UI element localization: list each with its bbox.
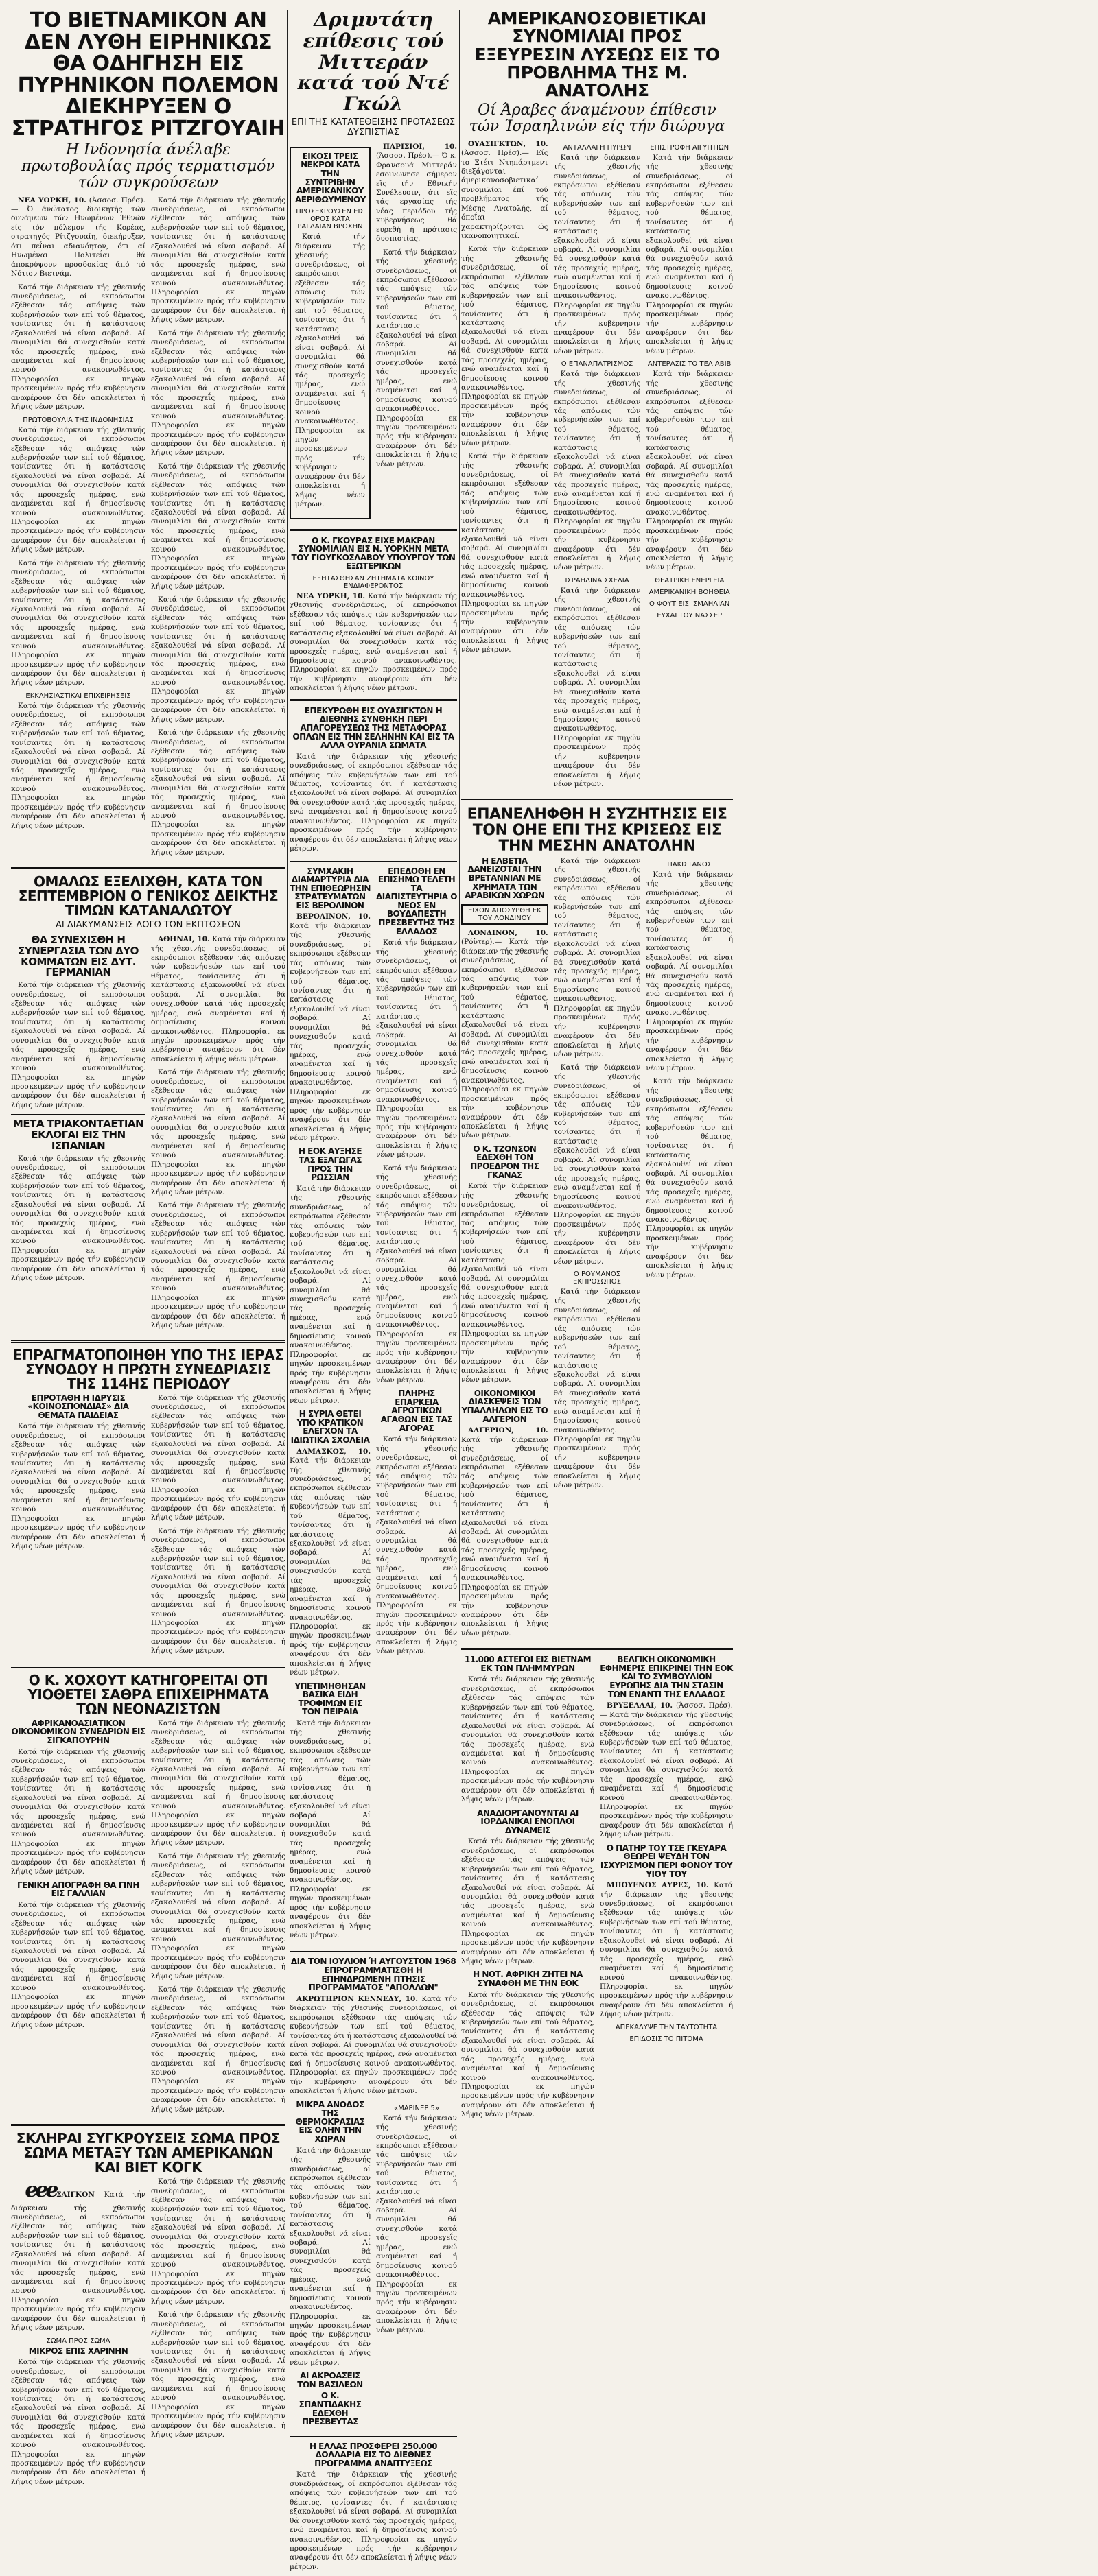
article-text: ΑΚΡΩΤΗΡΙΟΝ ΚΕΝΝΕΔΥ, 10. Κατά τήν διάρκειαν τής χθεσινής συνεδριάσεως, οί εκπρόσωποι εξέθεσαν τάς απόψεις τών κυβερνήσεών των επί τού θέματος, τονίσαντες ότι ή κατάστασις εξακολουθεί νά είναι σοβαρά. Αί συνομιλίαι θά συνεχισθούν κατά τάς προσεχεΐς ημέρας, ενώ αναμένεται καί ή δημοσίευσις κοινού ανακοινωθέντος. Πληροφορίαι εκ πηγών προσκειμένων πρός τήν κυβέρνησιν αναφέρουν ότι δέν αποκλείεται ή λήψις νέων μέτρων. xyxy=(290,1994,457,2096)
column-rule xyxy=(459,10,460,1601)
gromyko-subhead: ΕΞΗΤΑΣΘΗΣΑΝ ΖΗΤΗΜΑΤΑ ΚΟΙΝΟΥ ΕΝΔΙΑΦΕΡΟΝΤΟΣ xyxy=(312,574,434,590)
small-headline: ΜΙΚΡΟΣ ΕΠΙΣ ΧΑΡΙΝΗΝ xyxy=(28,2345,128,2356)
section-head: ΘΕΑΤΡΙΚΗ ΕΝΕΡΓΕΙΑ xyxy=(655,576,725,584)
article-text: ΛΟΝΔΙΝΟΝ, 10. (Ρόϋτερ).— Κατά τήν διάρκειαν τής χθεσινής συνεδριάσεως, οί εκπρόσωποι εξέθεσαν τάς απόψεις τών κυβερνήσεών των επί τού θέματος, τονίσαντες ότι ή κατάστασις εξακολουθεί νά είναι σοβαρά. Αί συνομιλίαι θά συνεχισθούν κατά τάς προσεχεΐς ημέρας, ενώ αναμένεται καί ή δημοσίευσις κοινού ανακοινωθέντος. Πληροφορίαι εκ πηγών προσκειμένων πρός τήν κυβέρνησιν αναφέρουν ότι δέν αποκλείεται ή λήψις νέων μέτρων. xyxy=(461,928,548,1140)
column-right xyxy=(461,10,733,2124)
article-text: Κατά τήν διάρκειαν τής χθεσινής συνεδριάσεως, οί εκπρόσωποι εξέθεσαν τάς απόψεις τών κυβερνήσεών των επί τού θέματος, τονίσαντες ότι ή κατάστασις εξακολουθεί νά είναι σοβαρά. Αί συνομιλίαι θά συνεχισθούν κατά τάς προσεχεΐς ημέρας, ενώ αναμένεται καί ή δημοσίευσις κοινού ανακοινωθέντος. Πληροφορίαι εκ πηγών προσκειμένων πρός τήν κυβέρνησιν αναφέρουν ότι δέν αποκλείεται ή λήψις νέων μέτρων. xyxy=(151,1718,285,1847)
synod-subhead: ΕΠΡΟΤΑΘΗ Η ΙΔΡΥΣΙΣ «ΚΟΙΝΟΣΠΟΝΔΙΑΣ» ΔΙΑ ΘΕΜΑΤΑ ΠΑΙΔΕΙΑΣ xyxy=(27,1393,129,1420)
article-text: Κατά τήν διάρκειαν τής χθεσινής συνεδριάσεως, οί εκπρόσωποι εξέθεσαν τάς απόψεις τών κυβερνήσεών των επί τού θέματος, τονίσαντες ότι ή κατάστασις εξακολουθεί νά είναι σοβαρά. Αί συνομιλίαι θά συνεχισθούν κατά τάς προσεχεΐς ημέρας, ενώ αναμένεται καί ή δημοσίευσις κοινού ανακοινωθέντος. Πληροφορίαι εκ πηγών προσκειμένων πρός τήν κυβέρνησιν αναφέρουν ότι δέν αποκλείεται ή λήψις νέων μέτρων. xyxy=(646,370,734,572)
swiss-headline: Η ΕΛΒΕΤΙΑ ΔΑΝΕΙΖΟΤΑΙ ΤΗΝ ΒΡΕΤΑΝΝΙΑΝ ΜΕ ΧΡΗΜΑΤΑ ΤΩΝ ΑΡΑΒΙΚΩΝ ΧΩΡΩΝ xyxy=(465,855,545,901)
temp-headline: ΜΙΚΡΑ ΑΝΟΔΟΣ ΤΗΣ ΘΕΡΜΟΚΡΑΣΙΑΣ ΕΙΣ ΟΛΗΝ ΤΗΝ ΧΩΡΑΝ xyxy=(295,2099,365,2144)
africa-headline: ΑΦΡΙΚΑΝΟΑΣΙΑΤΙΚΟΝ ΟΙΚΟΝΟΜΙΚΟΝ ΣΥΝΕΔΡΙΟΝ ΕΙΣ ΣΙΓΚΑΠΟΥΡΗΝ xyxy=(11,1718,145,1745)
divider xyxy=(290,529,457,531)
un-headline: ΕΠΑΝΕΛΗΦΘΗ Η ΣΥΖΗΤΗΣΙΣ ΕΙΣ ΤΟΝ ΟΗΕ ΕΠΙ ΤΗΣ ΚΡΙΣΕΩΣ ΕΙΣ ΤΗΝ ΜΕΣΗΝ ΑΝΑΤΟΛΗΝ xyxy=(467,805,727,855)
swiss-subhead: ΕΙΧΟΝ ΑΠΟΣΥΡΘΗ ΕΚ ΤΟΥ ΛΟΝΔΙΝΟΥ xyxy=(467,906,541,922)
divider xyxy=(290,1950,457,1952)
section-head: ΠΑΚΙΣΤΑΝΟΣ xyxy=(667,860,712,868)
article-text: Κατά τήν διάρκειαν τής χθεσινής συνεδριάσεως, οί εκπρόσωποι εξέθεσαν τάς απόψεις τών κυβερνήσεών των επί τού θέματος, τονίσαντες ότι ή κατάστασις εξακολουθεί νά είναι σοβαρά. Αί συνομιλίαι θά συνεχισθούν κατά τάς προσεχεΐς ημέρας, ενώ αναμένεται καί ή δημοσίευσις κοινού ανακοινωθέντος. Πληροφορίαι εκ πηγών προσκειμένων πρός τήν κυβέρνησιν αναφέρουν ότι δέν αποκλείεται ή λήψις νέων μέτρων. xyxy=(151,1393,285,1522)
article-text: Κατά τήν διάρκειαν τής χθεσινής συνεδριάσεως, οί εκπρόσωποι εξέθεσαν τάς απόψεις τών κυβερνήσεών των επί τού θέματος, τονίσαντες ότι ή κατάστασις εξακολουθεί νά είναι σοβαρά. Αί συνομιλίαι θά συνεχισθούν κατά τάς προσεχεΐς ημέρας, ενώ αναμένεται καί ή δημοσίευσις κοινού ανακοινωθέντος. Πληροφορίαι εκ πηγών προσκειμένων πρός τήν κυβέρνησιν αναφέρουν ότι δέν αποκλείεται ή λήψις νέων μέτρων. xyxy=(11,1900,145,2029)
article-text: Κατά τήν διάρκειαν τής χθεσινής συνεδριάσεως, οί εκπρόσωποι εξέθεσαν τάς απόψεις τών κυβερνήσεών των επί τού θέματος, τονίσαντες ότι ή κατάστασις εξακολουθεί νά είναι σοβαρά. Αί συνομιλίαι θά συνεχισθούν κατά τάς προσεχεΐς ημέρας, ενώ αναμένεται καί ή δημοσίευσις κοινού ανακοινωθέντος. Πληροφορίαι εκ πηγών προσκειμένων πρός τήν κυβέρνησιν αναφέρουν ότι δέν αποκλείεται ή λήψις νέων μέτρων. xyxy=(151,595,285,724)
price-article xyxy=(11,935,285,1334)
swiss-subbox xyxy=(461,904,548,925)
gromyko-headline: Ο Κ. ΓΚΟΥΡΑΣ ΕΙΧΕ ΜΑΚΡΑΝ ΣΥΝΟΜΙΛΙΑΝ ΕΙΣ Ν. ΥΟΡΚΗΝ ΜΕΤΑ ΤΟΥ ΓΙΟΥΓΚΟΣΛΑΒΟΥ ΥΠΟΥΡΓΟΥ ΤΩΝ ΕΞΩΤΕΡΙΚΩΝ xyxy=(291,535,456,571)
article-text: Κατά τήν διάρκειαν τής χθεσινής συνεδριάσεως, οί εκπρόσωποι εξέθεσαν τάς απόψεις τών κυβερνήσεών των επί τού θέματος, τονίσαντες ότι ή κατάστασις εξακολουθεί νά είναι σοβαρά. Αί συνομιλίαι θά συνεχισθούν κατά τάς προσεχεΐς ημέρας, ενώ αναμένεται καί ή δημοσίευσις κοινού ανακοινωθέντος. Πληροφορίαι εκ πηγών προσκειμένων πρός τήν κυβέρνησιν αναφέρουν ότι δέν αποκλείεται ή λήψις νέων μέτρων. xyxy=(290,1718,371,1940)
belgian-headline: ΒΕΛΓΙΚΗ ΟΙΚΟΝΟΜΙΚΗ ΕΦΗΜΕΡΙΣ ΕΠΙΚΡΙΝΕΙ ΤΗΝ ΕΟΚ ΚΑΙ ΤΟ ΣΥΜΒΟΥΛΙΟΝ ΕΥΡΩΠΗΣ ΔΙΑ ΤΗΝ ΣΤΑΣΙΝ ΤΩΝ ΕΝΑΝΤΙ ΤΗΣ ΕΛΛΑΔΟΣ xyxy=(600,1655,733,1699)
article-text: Κατά τήν διάρκειαν τής χθεσινής συνεδριάσεως, οί εκπρόσωποι εξέθεσαν τάς απόψεις τών κυβερνήσεών των επί τού θέματος, τονίσαντες ότι ή κατάστασις εξακολουθεί νά είναι σοβαρά. Αί συνομιλίαι θά συνεχισθούν κατά τάς προσεχεΐς ημέρας, ενώ αναμένεται καί ή δημοσίευσις κοινού ανακοινωθέντος. Πληροφορίαι εκ πηγών προσκειμένων πρός τήν κυβέρνησιν αναφέρουν ότι δέν αποκλείεται ή λήψις νέων μέτρων. xyxy=(151,1526,285,1655)
article-text: Κατά τήν διάρκειαν τής χθεσινής συνεδριάσεως, οί εκπρόσωποι εξέθεσαν τάς απόψεις τών κυβερνήσεών των επί τού θέματος, τονίσαντες ότι ή κατάστασις εξακολουθεί νά είναι σοβαρά. Αί συνομιλίαι θά συνεχισθούν κατά τάς προσεχεΐς ημέρας, ενώ αναμένεται καί ή δημοσίευσις κοινού ανακοινωθέντος. Πληροφορίαι εκ πηγών προσκειμένων πρός τήν κυβέρνησιν αναφέρουν ότι δέν αποκλείεται ή λήψις νέων μέτρων. xyxy=(461,452,548,654)
mitterrand-subhead: ΕΠΙ ΤΗΣ ΚΑΤΑΤΕΘΕΙΣΗΣ ΠΡΟΤΑΣΕΩΣ ΔΥΣΠΙΣΤΙΑΣ xyxy=(291,117,456,138)
article-text: Κατά τήν διάρκειαν τής χθεσινής συνεδριάσεως, οί εκπρόσωποι εξέθεσαν τάς απόψεις τών κυβερνήσεών των επί τού θέματος, τονίσαντες ότι ή κατάστασις εξακολουθεί νά είναι σοβαρά. Αί συνομιλίαι θά συνεχισθούν κατά τάς προσεχεΐς ημέρας, ενώ αναμένεται καί ή δημοσίευσις κοινού ανακοινωθέντος. Πληροφορίαι εκ πηγών προσκειμένων πρός τήν κυβέρνησιν αναφέρουν ότι δέν αποκλείεται ή λήψις νέων μέτρων. xyxy=(11,2358,145,2486)
article-text: Κατά τήν διάρκειαν τής χθεσινής συνεδριάσεως, οί εκπρόσωποι εξέθεσαν τάς απόψεις τών κυβερνήσεών των επί τού θέματος, τονίσαντες ότι ή κατάστασις εξακολουθεί νά είναι σοβαρά. Αί συνομιλίαι θά συνεχισθούν κατά τάς προσεχεΐς ημέρας, ενώ αναμένεται καί ή δημοσίευσις κοινού ανακοινωθέντος. Πληροφορίαι εκ πηγών προσκειμένων πρός τήν κυβέρνησιν αναφέρουν ότι δέν αποκλείεται ή λήψις νέων μέτρων. xyxy=(151,1201,285,1330)
article-text: Κατά τήν διάρκειαν τής χθεσινής συνεδριάσεως, οί εκπρόσωποι εξέθεσαν τάς απόψεις τών κυβερνήσεών των επί τού θέματος, τονίσαντες ότι ή κατάστασις εξακολουθεί νά είναι σοβαρά. Αί συνομιλίαι θά συνεχισθούν κατά τάς προσεχεΐς ημέρας, ενώ αναμένεται καί ή δημοσίευσις κοινού ανακοινωθέντος. Πληροφορίαι εκ πηγών προσκειμένων πρός τήν κυβέρνησιν αναφέρουν ότι δέν αποκλείεται ή λήψις νέων μέτρων. xyxy=(151,1068,285,1196)
apollo-headline: ΔΙΑ ΤΟΝ ΙΟΥΛΙΟΝ Ή ΑΥΓΟΥΣΤΟΝ 1968 ΕΠΡΟΓΡΑΜΜΑΤΙΣΘΗ Η ΕΠΗΝΔΡΩΜΕΝΗ ΠΤΗΣΙΣ ΠΡΟΓΡΑΜΜΑΤΟΣ "ΑΠΟΛΛΩΝ" xyxy=(290,1957,456,1993)
syria-headline: Η ΣΥΡΙΑ ΘΕΤΕΙ ΥΠΟ ΚΡΑΤΙΚΟΝ ΕΛΕΓΧΟΝ ΤΑ ΙΔΙΩΤΙΚΑ ΣΧΟΛΕΙΑ xyxy=(290,1409,370,1445)
article-text: Κατά τήν διάρκειαν τής χθεσινής συνεδριάσεως, οί εκπρόσωποι εξέθεσαν τάς απόψεις τών κυβερνήσεών των επί τού θέματος, τονίσαντες ότι ή κατάστασις εξακολουθεί νά είναι σοβαρά. Αί συνομιλίαι θά συνεχισθούν κατά τάς προσεχεΐς ημέρας, ενώ αναμένεται καί ή δημοσίευσις κοινού ανακοινωθέντος. Πληροφορίαι εκ πηγών προσκειμένων πρός τήν κυβέρνησιν αναφέρουν ότι δέν αποκλείεται ή λήψις νέων μέτρων. xyxy=(376,248,457,469)
lead-deck: Η Ινδονησία άνέλαβε πρωτοβουλίας πρός τερματισμόν τών συγκρούσεων xyxy=(21,141,275,192)
article-text: Κατά τήν διάρκειαν τής χθεσινής συνεδριάσεως, οί εκπρόσωποι εξέθεσαν τάς απόψεις τών κυβερνήσεών των επί τού θέματος, τονίσαντες ότι ή κατάστασις εξακολουθεί νά είναι σοβαρά. Αί συνομιλίαι θά συνεχισθούν κατά τάς προσεχεΐς ημέρας, ενώ αναμένεται καί ή δημοσίευσις κοινού ανακοινωθέντος. Πληροφορίαι εκ πηγών προσκειμένων πρός τήν κυβέρνησιν αναφέρουν ότι δέν αποκλείεται ή λήψις νέων μέτρων. xyxy=(11,425,145,554)
section-head: Ο ΕΠΑΝΑΠΑΤΡΙΣΜΟΣ xyxy=(561,360,633,368)
article-text: Κατά τήν διάρκειαν τής χθεσινής συνεδριάσεως, οί εκπρόσωποι εξέθεσαν τάς απόψεις τών κυβερνήσεών των επί τού θέματος, τονίσαντες ότι ή κατάστασις εξακολουθεί νά είναι σοβαρά. Αί συνομιλίαι θά συνεχισθούν κατά τάς προσεχεΐς ημέρας, ενώ αναμένεται καί ή δημοσίευσις κοινού ανακοινωθέντος. Πληροφορίαι εκ πηγών προσκειμένων πρός τήν κυβέρνησιν αναφέρουν ότι δέν αποκλείεται ή λήψις νέων μέτρων. xyxy=(290,752,457,853)
article-text: Κατά τήν διάρκειαν τής χθεσινής συνεδριάσεως, οί εκπρόσωποι εξέθεσαν τάς απόψεις τών κυβερνήσεών των επί τού θέματος, τονίσαντες ότι ή κατάστασις εξακολουθεί νά είναι σοβαρά. Αί συνομιλίαι θά συνεχισθούν κατά τάς προσεχεΐς ημέρας, ενώ αναμένεται καί ή δημοσίευσις κοινού ανακοινωθέντος. Πληροφορίαι εκ πηγών προσκειμένων πρός τήν κυβέρνησιν αναφέρουν ότι δέν αποκλείεται ή λήψις νέων μέτρων. xyxy=(461,1675,594,1804)
article-text: ΑΛΓΕΡΙΟΝ, 10. Κατά τήν διάρκειαν τής χθεσινής συνεδριάσεως, οί εκπρόσωποι εξέθεσαν τάς απόψεις τών κυβερνήσεών των επί τού θέματος, τονίσαντες ότι ή κατάστασις εξακολουθεί νά είναι σοβαρά. Αί συνομιλίαι θά συνεχισθούν κατά τάς προσεχεΐς ημέρας, ενώ αναμένεται καί ή δημοσίευσις κοινού ανακοινωθέντος. Πληροφορίαι εκ πηγών προσκειμένων πρός τήν κυβέρνησιν αναφέρουν ότι δέν αποκλείεται ή λήψις νέων μέτρων. xyxy=(461,1426,548,1638)
article-text: Κατά τήν διάρκειαν τής χθεσινής συνεδριάσεως, οί εκπρόσωποι εξέθεσαν τάς απόψεις τών κυβερνήσεών των επί τού θέματος, τονίσαντες ότι ή κατάστασις εξακολουθεί νά είναι σοβαρά. Αί συνομιλίαι θά συνεχισθούν κατά τάς προσεχεΐς ημέρας, ενώ αναμένεται καί ή δημοσίευσις κοινού ανακοινωθέντος. Πληροφορίαι εκ πηγών προσκειμένων πρός τήν κυβέρνησιν αναφέρουν ότι δέν αποκλείεται ή λήψις νέων μέτρων. xyxy=(461,1990,594,2119)
lead-article xyxy=(11,196,285,862)
guevara-headline: Ο ΠΑΤΗΡ ΤΟΥ ΤΣΕ ΓΚΕΥΑΡΑ ΘΕΩΡΕΙ ΨΕΥΔΗ ΤΟΝ ΙΣΧΥΡΙΣΜΟΝ ΠΕΡΙ ΦΟΝΟΥ ΤΟΥ ΥΙΟΥ ΤΟΥ xyxy=(600,1843,733,1879)
food-headline: ΥΠΕΤΙΜΗΘΗΣΑΝ ΒΑΣΙΚΑ ΕΙΔΗ ΤΡΟΦΙΜΩΝ ΕΙΣ ΤΟΝ ΠΕΙΡΑΙΑ xyxy=(294,1681,366,1717)
section-head: ΠΡΩΤΟΒΟΥΛΙΑ ΤΗΣ ΙΝΔΟΝΗΣΙΑΣ xyxy=(23,416,134,424)
article-text: Κατά τήν διάρκειαν τής χθεσινής συνεδριάσεως, οί εκπρόσωποι εξέθεσαν τάς απόψεις τών κυβερνήσεών των επί τού θέματος, τονίσαντες ότι ή κατάστασις εξακολουθεί νά είναι σοβαρά. Αί συνομιλίαι θά συνεχισθούν κατά τάς προσεχεΐς ημέρας, ενώ αναμένεται καί ή δημοσίευσις κοινού ανακοινωθέντος. Πληροφορίαι εκ πηγών προσκειμένων πρός τήν κυβέρνησιν αναφέρουν ότι δέν αποκλείεται ή λήψις νέων μέτρων. xyxy=(376,2114,457,2335)
section-head: ΣΩΜΑ ΠΡΟΣ ΣΩΜΑ xyxy=(46,2337,110,2345)
article-text: Κατά τήν διάρκειαν τής χθεσινής συνεδριάσεως, οί εκπρόσωποι εξέθεσαν τάς απόψεις τών κυβερνήσεών των επί τού θέματος, τονίσαντες ότι ή κατάστασις εξακολουθεί νά είναι σοβαρά. Αί συνομιλίαι θά συνεχισθούν κατά τάς προσεχεΐς ημέρας, ενώ αναμένεται καί ή δημοσίευσις κοινού ανακοινωθέντος. Πληροφορίαι εκ πηγών προσκειμένων πρός τήν κυβέρνησιν αναφέρουν ότι δέν αποκλείεται ή λήψις νέων μέτρων. xyxy=(11,701,145,830)
article-text: ΟΥΑΣΙΓΚΤΩΝ, 10. (Άσσοσ. Πρέσ).— Είς το Στέιτ Ντηπάρτμεντ διεξάγονται άμερικανοσοβιετικαί συνομιλίαι έπί τού προβλήματος τής Μέσης Ανατολής, αί όποΐαι χαρακτηρίζονται ώς ικανοποιητικαί. xyxy=(461,139,548,240)
un-article xyxy=(461,857,733,1642)
article-text: Κατά τήν διάρκειαν τής χθεσινής συνεδριάσεως, οί εκπρόσωποι εξέθεσαν τάς απόψεις τών κυβερνήσεών των επί τού θέματος, τονίσαντες ότι ή κατάστασις εξακολουθεί νά είναι σοβαρά. Αί συνομιλίαι θά συνεχισθούν κατά τάς προσεχεΐς ημέρας, ενώ αναμένεται καί ή δημοσίευσις κοινού ανακοινωθέντος. Πληροφορίαι εκ πηγών προσκειμένων πρός τήν κυβέρνησιν αναφέρουν ότι δέν αποκλείεται ή λήψις νέων μέτρων. xyxy=(151,329,285,458)
hoxha-article xyxy=(11,1719,285,2118)
column-rule xyxy=(287,10,288,1601)
agency-logo-icon: eee xyxy=(25,2178,56,2203)
mitterrand-article xyxy=(290,143,457,523)
section-head: ΕΚΚΛΗΣΙΑΣΤΙΚΑΙ ΕΠΙΧΕΙΡΗΣΕΙΣ xyxy=(25,692,131,700)
article-text: Κατά τήν διάρκειαν τής χθεσινής συνεδριάσεως, οί εκπρόσωποι εξέθεσαν τάς απόψεις τών κυβερνήσεών των επί τού θέματος, τονίσαντες ότι ή κατάστασις εξακολουθεί νά είναι σοβαρά. Αί συνομιλίαι θά συνεχισθούν κατά τάς προσεχεΐς ημέρας, ενώ αναμένεται καί ή δημοσίευσις κοινού ανακοινωθέντος. Πληροφορίαι εκ πηγών προσκειμένων πρός τήν κυβέρνησιν αναφέρουν ότι δέν αποκλείεται ή λήψις νέων μέτρων. xyxy=(553,370,641,572)
usa-article xyxy=(461,140,733,794)
jordan-headline: ΑΝΑΔΙΟΡΓΑΝΟΥΝΤΑΙ ΑΙ ΙΟΡΔΑΝΙΚΑΙ ΕΝΟΠΛΟΙ ΔΥΝΑΜΕΙΣ xyxy=(477,1808,579,1835)
article-text: Κατά τήν διάρκειαν τής χθεσινής συνεδριάσεως, οί εκπρόσωποι εξέθεσαν τάς απόψεις τών κυβερνήσεών των επί τού θέματος, τονίσαντες ότι ή κατάστασις εξακολουθεί νά είναι σοβαρά. Αί συνομιλίαι θά συνεχισθούν κατά τάς προσεχεΐς ημέρας, ενώ αναμένεται καί ή δημοσίευσις κοινού ανακοινωθέντος. Πληροφορίαι εκ πηγών προσκειμένων πρός τήν κυβέρνησιν αναφέρουν ότι δέν αποκλείεται ή λήψις νέων μέτρων. xyxy=(553,1288,641,1490)
article-text: Κατά τήν διάρκειαν τής χθεσινής συνεδριάσεως, οί εκπρόσωποι εξέθεσαν τάς απόψεις τών κυβερνήσεών των επί τού θέματος, τονίσαντες ότι ή κατάστασις εξακολουθεί νά είναι σοβαρά. Αί συνομιλίαι θά συνεχισθούν κατά τάς προσεχεΐς ημέρας, ενώ αναμένεται καί ή δημοσίευσις κοινού ανακοινωθέντος. Πληροφορίαι εκ πηγών προσκειμένων πρός τήν κυβέρνησιν αναφέρουν ότι δέν αποκλείεται ή λήψις νέων μέτρων. xyxy=(11,1154,145,1283)
crash-box xyxy=(290,147,371,519)
crash-headline: ΕΙΚΟΣΙ ΤΡΕΙΣ ΝΕΚΡΟΙ ΚΑΤΑ ΤΗΝ ΣΥΝΤΡΙΒΗΝ ΑΜΕΡΙΚΑΝΙΚΟΥ ΑΕΡΙΘΩΥΜΕΝΟΥ xyxy=(295,151,366,204)
article-text: Κατά τήν διάρκειαν τής χθεσινής συνεδριάσεως, οί εκπρόσωποι εξέθεσαν τάς απόψεις τών κυβερνήσεών των επί τού θέματος, τονίσαντες ότι ή κατάστασις εξακολουθεί νά είναι σοβαρά. Αί συνομιλίαι θά συνεχισθούν κατά τάς προσεχεΐς ημέρας, ενώ αναμένεται καί ή δημοσίευσις κοινού ανακοινωθέντος. Πληροφορίαι εκ πηγών προσκειμένων πρός τήν κυβέρνησιν αναφέρουν ότι δέν αποκλείεται ή λήψις νέων μέτρων. xyxy=(151,1852,285,1981)
article-text: Κατά τήν διάρκειαν τής χθεσινής συνεδριάσεως, οί εκπρόσωποι εξέθεσαν τάς απόψεις τών κυβερνήσεών των επί τού θέματος, τονίσαντες ότι ή κατάστασις εξακολουθεί νά είναι σοβαρά. Αί συνομιλίαι θά συνεχισθούν κατά τάς προσεχεΐς ημέρας, ενώ αναμένεται καί ή δημοσίευσις κοινού ανακοινωθέντος. Πληροφορίαι εκ πηγών προσκειμένων πρός τήν κυβέρνησιν αναφέρουν ότι δέν αποκλείεται ή λήψις νέων μέτρων. xyxy=(461,1837,594,1966)
article-text: Κατά τήν διάρκειαν τής χθεσινής συνεδριάσεως, οί εκπρόσωποι εξέθεσαν τάς απόψεις τών κυβερνήσεών των επί τού θέματος, τονίσαντες ότι ή κατάστασις εξακολουθεί νά είναι σοβαρά. Αί συνομιλίαι θά συνεχισθούν κατά τάς προσεχεΐς ημέρας, ενώ αναμένεται καί ή δημοσίευσις κοινού ανακοινωθέντος. Πληροφορίαι εκ πηγών προσκειμένων πρός τήν κυβέρνησιν αναφέρουν ότι δέν αποκλείεται ή λήψις νέων μέτρων. xyxy=(151,2177,285,2306)
dispute-headline: ΣΥΜΧΑΚΙΗ ΔΙΑΜΑΡΤΥΡΙΑ ΔΙΑ ΤΗΝ ΕΠΙΘΕΩΡΗΣΙΝ ΣΤΡΑΤΕΥΜΑΤΩΝ ΕΙΣ ΒΕΡΟΛΙΝΟΝ xyxy=(290,866,371,910)
section-head: ΑΝΤΕΡΑΣΙΣ ΤΟ ΤΕΛ ΑΒΙΒ xyxy=(647,360,732,368)
price-subhead: ΑΙ ΔΙΑΚΥΜΑΝΣΕΙΣ ΛΟΓΩ ΤΩΝ ΕΚΠΤΩΣΕΩΝ xyxy=(55,920,242,931)
section-head: ΕΥΧΑΙ ΤΟΥ ΝΑΣΣΕΡ xyxy=(657,611,723,619)
clash-headline: ΣΚΛΗΡΑΙ ΣΥΓΚΡΟΥΣΕΙΣ ΣΩΜΑ ΠΡΟΣ ΣΩΜΑ ΜΕΤΑΞΥ ΤΩΝ ΑΜΕΡΙΚΑΝΩΝ ΚΑΙ ΒΙΕΤ ΚΟΓΚ xyxy=(16,2130,281,2176)
article-text: ΒΕΡΟΛΙΝΟΝ, 10. Κατά τήν διάρκειαν τής χθεσινής συνεδριάσεως, οί εκπρόσωποι εξέθεσαν τάς απόψεις τών κυβερνήσεών των επί τού θέματος, τονίσαντες ότι ή κατάστασις εξακολουθεί νά είναι σοβαρά. Αί συνομιλίαι θά συνεχισθούν κατά τάς προσεχεΐς ημέρας, ενώ αναμένεται καί ή δημοσίευσις κοινού ανακοινωθέντος. Πληροφορίαι εκ πηγών προσκειμένων πρός τήν κυβέρνησιν αναφέρουν ότι δέν αποκλείεται ή λήψις νέων μέτρων. xyxy=(290,912,371,1142)
article-text: Κατά τήν διάρκειαν τής χθεσινής συνεδριάσεως, οί εκπρόσωποι εξέθεσαν τάς απόψεις τών κυβερνήσεών των επί τού θέματος, τονίσαντες ότι ή κατάστασις εξακολουθεί νά είναι σοβαρά. Αί συνομιλίαι θά συνεχισθούν κατά τάς προσεχεΐς ημέρας, ενώ αναμένεται καί ή δημοσίευσις κοινού ανακοινωθέντος. Πληροφορίαι εκ πηγών προσκειμένων πρός τήν κυβέρνησιν αναφέρουν ότι δέν αποκλείεται ή λήψις νέων μέτρων. xyxy=(295,233,365,509)
article-text: Κατά τήν διάρκειαν τής χθεσινής συνεδριάσεως, οί εκπρόσωποι εξέθεσαν τάς απόψεις τών κυβερνήσεών των επί τού θέματος, τονίσαντες ότι ή κατάστασις εξακολουθεί νά είναι σοβαρά. Αί συνομιλίαι θά συνεχισθούν κατά τάς προσεχεΐς ημέρας, ενώ αναμένεται καί ή δημοσίευσις κοινού ανακοινωθέντος. Πληροφορίαι εκ πηγών προσκειμένων πρός τήν κυβέρνησιν αναφέρουν ότι δέν αποκλείεται ή λήψις νέων μέτρων. xyxy=(646,153,734,355)
article-text: ΑΘΗΝΑΙ, 10. Κατά τήν διάρκειαν τής χθεσινής συνεδριάσεως, οί εκπρόσωποι εξέθεσαν τάς απόψεις τών κυβερνήσεών των επί τού θέματος, τονίσαντες ότι ή κατάστασις εξακολουθεί νά είναι σοβαρά. Αί συνομιλίαι θά συνεχισθούν κατά τάς προσεχεΐς ημέρας, ενώ αναμένεται καί ή δημοσίευσις κοινού ανακοινωθέντος. Πληροφορίαι εκ πηγών προσκειμένων πρός τήν κυβέρνησιν αναφέρουν ότι δέν αποκλείεται ή λήψις νέων μέτρων. xyxy=(151,935,286,1063)
section-head: ΕΠΙΔΟΣΙΣ ΤΟ ΠΙΤΟΜΑ xyxy=(629,2035,703,2043)
mitterrand-headline: Δριμυτάτη επίθεσις τού Μιττεράν κατά τού Ντέ Γκώλ xyxy=(297,8,449,116)
article-text: Κατά τήν διάρκειαν τής χθεσινής συνεδριάσεως, οί εκπρόσωποι εξέθεσαν τάς απόψεις τών κυβερνήσεών των επί τού θέματος, τονίσαντες ότι ή κατάστασις εξακολουθεί νά είναι σοβαρά. Αί συνομιλίαι θά συνεχισθούν κατά τάς προσεχεΐς ημέρας, ενώ αναμένεται καί ή δημοσίευσις κοινού ανακοινωθέντος. Πληροφορίαι εκ πηγών προσκειμένων πρός τήν κυβέρνησιν αναφέρουν ότι δέν αποκλείεται ή λήψις νέων μέτρων. xyxy=(290,1184,371,1405)
article-text: Κατά τήν διάρκειαν τής χθεσινής συνεδριάσεως, οί εκπρόσωποι εξέθεσαν τάς απόψεις τών κυβερνήσεών των επί τού θέματος, τονίσαντες ότι ή κατάστασις εξακολουθεί νά είναι σοβαρά. Αί συνομιλίαι θά συνεχισθούν κατά τάς προσεχεΐς ημέρας, ενώ αναμένεται καί ή δημοσίευσις κοινού ανακοινωθέντος. Πληροφορίαι εκ πηγών προσκειμένων πρός τήν κυβέρνησιν αναφέρουν ότι δέν αποκλείεται ή λήψις νέων μέτρων. xyxy=(151,462,285,591)
article-text: Κατά τήν διάρκειαν τής χθεσινής συνεδριάσεως, οί εκπρόσωποι εξέθεσαν τάς απόψεις τών κυβερνήσεών των επί τού θέματος, τονίσαντες ότι ή κατάστασις εξακολουθεί νά είναι σοβαρά. Αί συνομιλίαι θά συνεχισθούν κατά τάς προσεχεΐς ημέρας, ενώ αναμένεται καί ή δημοσίευσις κοινού ανακοινωθέντος. Πληροφορίαι εκ πηγών προσκειμένων πρός τήν κυβέρνησιν αναφέρουν ότι δέν αποκλείεται ή λήψις νέων μέτρων. xyxy=(151,2311,285,2439)
article-text: Κατά τήν διάρκειαν τής χθεσινής συνεδριάσεως, οί εκπρόσωποι εξέθεσαν τάς απόψεις τών κυβερνήσεών των επί τού θέματος, τονίσαντες ότι ή κατάστασις εξακολουθεί νά είναι σοβαρά. Αί συνομιλίαι θά συνεχισθούν κατά τάς προσεχεΐς ημέρας, ενώ αναμένεται καί ή δημοσίευσις κοινού ανακοινωθέντος. Πληροφορίαι εκ πηγών προσκειμένων πρός τήν κυβέρνησιν αναφέρουν ότι δέν αποκλείεται ή λήψις νέων μέτρων. xyxy=(553,856,641,1059)
article-text: Κατά τήν διάρκειαν τής χθεσινής συνεδριάσεως, οί εκπρόσωποι εξέθεσαν τάς απόψεις τών κυβερνήσεών των επί τού θέματος, τονίσαντες ότι ή κατάστασις εξακολουθεί νά είναι σοβαρά. Αί συνομιλίαι θά συνεχισθούν κατά τάς προσεχεΐς ημέρας, ενώ αναμένεται καί ή δημοσίευσις κοινού ανακοινωθέντος. Πληροφορίαι εκ πηγών προσκειμένων πρός τήν κυβέρνησιν αναφέρουν ότι δέν αποκλείεται ή λήψις νέων μέτρων. xyxy=(151,1985,285,2114)
section-head: ΑΝΤΑΛΛΑΓΗ ΠΥΡΩΝ xyxy=(563,143,631,152)
crash-subhead: ΠΡΟΣΕΚΡΟΥΣΕΝ ΕΙΣ ΟΡΟΣ ΚΑΤΑ ΡΑΓΔΑΙΑΝ ΒΡΟΧΗΝ xyxy=(296,208,364,231)
article-text: ΠΑΡΙΣΙΟΙ, 10. (Άσσοσ. Πρέσ).— Ό κ. Φρανσουά Μιττεράν εσοινωνησε σήμερον εϊς τήν Εθνικήν Συνέλευσιν, ότι εϊς τάς εργασίας τής νέας περιόδου τής κυβερνήσεως θά ευρεθή ή πρότασις δυσπιστίας. xyxy=(376,142,457,244)
johnson-headline: Ο Κ. ΤΖΟΝΣΟΝ ΕΔΕΧΘΗ ΤΟΝ ΠΡΟΕΔΡΟΝ ΤΗΣ ΓΚΑΝΑΣ xyxy=(470,1144,539,1180)
divider xyxy=(290,2435,457,2437)
article-text: Κατά τήν διάρκειαν τής χθεσινής συνεδριάσεως, οί εκπρόσωποι εξέθεσαν τάς απόψεις τών κυβερνήσεών των επί τού θέματος, τονίσαντες ότι ή κατάστασις εξακολουθεί νά είναι σοβαρά. Αί συνομιλίαι θά συνεχισθούν κατά τάς προσεχεΐς ημέρας, ενώ αναμένεται καί ή δημοσίευσις κοινού ανακοινωθέντος. Πληροφορίαι εκ πηγών προσκειμένων πρός τήν κυβέρνησιν αναφέρουν ότι δέν αποκλείεται ή λήψις νέων μέτρων. xyxy=(646,870,734,1072)
article-text: Κατά τήν διάρκειαν τής χθεσινής συνεδριάσεως, οί εκπρόσωποι εξέθεσαν τάς απόψεις τών κυβερνήσεών των επί τού θέματος, τονίσαντες ότι ή κατάστασις εξακολουθεί νά είναι σοβαρά. Αί συνομιλίαι θά συνεχισθούν κατά τάς προσεχεΐς ημέρας, ενώ αναμένεται καί ή δημοσίευσις κοινού ανακοινωθέντος. Πληροφορίαι εκ πηγών προσκειμένων πρός τήν κυβέρνησιν αναφέρουν ότι δέν αποκλείεται ή λήψις νέων μέτρων. xyxy=(376,938,457,1159)
divider xyxy=(461,1648,733,1650)
divider xyxy=(11,1114,145,1115)
spain-headline: ΜΕΤΑ ΤΡΙΑΚΟΝΤΑΕΤΙΑΝ ΕΚΛΟΓΑΙ ΕΙΣ ΤΗΝ ΙΣΠΑΝΙΑΝ xyxy=(12,1118,144,1152)
article-text: Κατά τήν διάρκειαν τής χθεσινής συνεδριάσεως, οί εκπρόσωποι εξέθεσαν τάς απόψεις τών κυβερνήσεών των επί τού θέματος, τονίσαντες ότι ή κατάστασις εξακολουθεί νά είναι σοβαρά. Αί συνομιλίαι θά συνεχισθούν κατά τάς προσεχεΐς ημέρας, ενώ αναμένεται καί ή δημοσίευσις κοινού ανακοινωθέντος. Πληροφορίαι εκ πηγών προσκειμένων πρός τήν κυβέρνησιν αναφέρουν ότι δέν αποκλείεται ή λήψις νέων μέτρων. xyxy=(151,729,285,857)
article-text: Κατά τήν διάρκειαν τής χθεσινής συνεδριάσεως, οί εκπρόσωποι εξέθεσαν τάς απόψεις τών κυβερνήσεών των επί τού θέματος, τονίσαντες ότι ή κατάστασις εξακολουθεί νά είναι σοβαρά. Αί συνομιλίαι θά συνεχισθούν κατά τάς προσεχεΐς ημέρας, ενώ αναμένεται καί ή δημοσίευσις κοινού ανακοινωθέντος. Πληροφορίαι εκ πηγών προσκειμένων πρός τήν κυβέρνησιν αναφέρουν ότι δέν αποκλείεται ή λήψις νέων μέτρων. xyxy=(461,245,548,447)
article-text: Κατά τήν διάρκειαν τής χθεσινής συνεδριάσεως, οί εκπρόσωποι εξέθεσαν τάς απόψεις τών κυβερνήσεών των επί τού θέματος, τονίσαντες ότι ή κατάστασις εξακολουθεί νά είναι σοβαρά. Αί συνομιλίαι θά συνεχισθούν κατά τάς προσεχεΐς ημέρας, ενώ αναμένεται καί ή δημοσίευσις κοινού ανακοινωθέντος. Πληροφορίαι εκ πηγών προσκειμένων πρός τήν κυβέρνησιν αναφέρουν ότι δέν αποκλείεται ή λήψις νέων μέτρων. xyxy=(151,196,285,324)
divider xyxy=(11,1340,285,1343)
hoxha-headline: Ο Κ. ΧΟΧΟΥΤ ΚΑΤΗΓΟΡΕΙΤΑΙ ΟΤΙ ΥΙΟΘΕΤΕΙ ΣΑΘΡΑ ΕΠΙΧΕΙΡΗΜΑΤΑ ΤΩΝ ΝΕΟΝΑΖΙΣΤΩΝ xyxy=(27,1671,269,1717)
article-text: Κατά τήν διάρκειαν τής χθεσινής συνεδριάσεως, οί εκπρόσωποι εξέθεσαν τάς απόψεις τών κυβερνήσεών των επί τού θέματος, τονίσαντες ότι ή κατάστασις εξακολουθεί νά είναι σοβαρά. Αί συνομιλίαι θά συνεχισθούν κατά τάς προσεχεΐς ημέρας, ενώ αναμένεται καί ή δημοσίευσις κοινού ανακοινωθέντος. Πληροφορίαι εκ πηγών προσκειμένων πρός τήν κυβέρνησιν αναφέρουν ότι δέν αποκλείεται ή λήψις νέων μέτρων. xyxy=(11,981,145,1109)
mid-briefs-2 xyxy=(290,2101,457,2429)
article-text: ΒΡΥΞΕΛΛΑΙ, 10. (Άσσοσ. Πρέσ).— Κατά τήν διάρκειαν τής χθεσινής συνεδριάσεως, οί εκπρόσωποι εξέθεσαν τάς απόψεις τών κυβερνήσεών των επί τού θέματος, τονίσαντες ότι ή κατάστασις εξακολουθεί νά είναι σοβαρά. Αί συνομιλίαι θά συνεχισθούν κατά τάς προσεχεΐς ημέρας, ενώ αναμένεται καί ή δημοσίευσις κοινού ανακοινωθέντος. Πληροφορίαι εκ πηγών προσκειμένων πρός τήν κυβέρνησιν αναφέρουν ότι δέν αποκλείεται ή λήψις νέων μέτρων. xyxy=(600,1701,733,1839)
clash-article xyxy=(11,2177,285,2491)
usa-headline: ΑΜΕΡΙΚΑΝΟΣΟΒΙΕΤΙΚΑΙ ΣΥΝΟΜΙΛΙΑΙ ΠΡΟΣ ΕΞΕΥΡΕΣΙΝ ΛΥΣΕΩΣ ΕΙΣ ΤΟ ΠΡΟΒΛΗΜΑ ΤΗΣ Μ. ΑΝΑΤΟΛΗΣ xyxy=(474,8,720,100)
aid-headline: Η ΕΛΛΑΣ ΠΡΟΣΦΕΡΕΙ 250.000 ΔΟΛΛΑΡΙΑ ΕΙΣ ΤΟ ΔΙΕΘΝΕΣ ΠΡΟΓΡΑΜΜΑ ΑΝΑΠΤΥΞΕΩΣ xyxy=(309,2441,438,2468)
article-text: eeeΣΑΙΓΚΟΝ Κατά τήν διάρκειαν τής χθεσινής συνεδριάσεως, οί εκπρόσωποι εξέθεσαν τάς απόψεις τών κυβερνήσεών των επί τού θέματος, τονίσαντες ότι ή κατάστασις εξακολουθεί νά είναι σοβαρά. Αί συνομιλίαι θά συνεχισθούν κατά τάς προσεχεΐς ημέρας, ενώ αναμένεται καί ή δημοσίευσις κοινού ανακοινωθέντος. Πληροφορίαι εκ πηγών προσκειμένων πρός τήν κυβέρνησιν αναφέρουν ότι δέν αποκλείεται ή λήψις νέων μέτρων. xyxy=(11,2178,145,2332)
usa-deck: Οί Άραβες άναμένουν έπίθεσιν τών Ίσραηλινών είς τήν διώρυγα xyxy=(469,102,725,136)
space-headline: ΕΠΕΚΥΡΩΘΗ ΕΙΣ ΟΥΑΣΙΓΚΤΩΝ Η ΔΙΕΘΝΗΣ ΣΥΝΘΗΚΗ ΠΕΡΙ ΑΠΑΓΟΡΕΥΣΕΩΣ ΤΗΣ ΜΕΤΑΦΟΡΑΣ ΟΠΛΩΝ ΕΙΣ ΤΗΝ ΣΕΛΗΝΗΝ ΚΑΙ ΕΙΣ ΤΑ ΑΛΛΑ ΟΥΡΑΝΙΑ ΣΩΜΑΤΑ xyxy=(292,705,454,751)
article-text: ΝΕΑ ΥΟΡΚΗ, 10. Κατά τήν διάρκειαν τής χθεσινής συνεδριάσεως, οί εκπρόσωποι εξέθεσαν τάς απόψεις τών κυβερνήσεών των επί τού θέματος, τονίσαντες ότι ή κατάστασις εξακολουθεί νά είναι σοβαρά. Αί συνομιλίαι θά συνεχισθούν κατά τάς προσεχεΐς ημέρας, ενώ αναμένεται καί ή δημοσίευσις κοινού ανακοινωθέντος. Πληροφορίαι εκ πηγών προσκειμένων πρός τήν κυβέρνησιν αναφέρουν ότι δέν αποκλείεται ή λήψις νέων μέτρων. xyxy=(290,591,457,693)
funeral-headline: ΕΠΕΔΟΘΗ ΕΝ ΕΠΙΣΗΜΩ ΤΕΛΕΤΗ ΤΑ ΔΙΑΠΙΣΤΕΥΤΗΡΙΑ Ο ΝΕΟΣ ΕΝ ΒΟΥΔΑΠΕΣΤΗ ΠΡΕΣΒΕΥΤΗΣ ΤΗΣ ΕΛΛΑΔΟΣ xyxy=(376,866,457,936)
section-head: Ο ΡΟΥΜΑΝΟΣ ΕΚΠΡΟΣΩΠΟΣ xyxy=(573,1271,621,1286)
eec-headline: Η ΕΟΚ ΑΥΞΗΣΕ ΤΑΣ ΕΞΑΓΩΓΑΣ ΠΡΟΣ ΤΗΝ ΡΩΣΣΙΑΝ xyxy=(298,1146,362,1183)
divider xyxy=(11,2124,285,2126)
divider xyxy=(290,860,457,862)
divider xyxy=(11,1666,285,1668)
article-text: Κατά τήν διάρκειαν τής χθεσινής συνεδριάσεως, οί εκπρόσωποι εξέθεσαν τάς απόψεις τών κυβερνήσεών των επί τού θέματος, τονίσαντες ότι ή κατάστασις εξακολουθεί νά είναι σοβαρά. Αί συνομιλίαι θά συνεχισθούν κατά τάς προσεχεΐς ημέρας, ενώ αναμένεται καί ή δημοσίευσις κοινού ανακοινωθέντος. Πληροφορίαι εκ πηγών προσκειμένων πρός τήν κυβέρνησιν αναφέρουν ότι δέν αποκλείεται ή λήψις νέων μέτρων. xyxy=(290,2146,371,2367)
divider xyxy=(11,867,285,869)
article-text: Κατά τήν διάρκειαν τής χθεσινής συνεδριάσεως, οί εκπρόσωποι εξέθεσαν τάς απόψεις τών κυβερνήσεών των επί τού θέματος, τονίσαντες ότι ή κατάστασις εξακολουθεί νά είναι σοβαρά. Αί συνομιλίαι θά συνεχισθούν κατά τάς προσεχεΐς ημέρας, ενώ αναμένεται καί ή δημοσίευσις κοινού ανακοινωθέντος. Πληροφορίαι εκ πηγών προσκειμένων πρός τήν κυβέρνησιν αναφέρουν ότι δέν αποκλείεται ή λήψις νέων μέτρων. xyxy=(461,1182,548,1384)
divider xyxy=(461,799,733,801)
section-head: «ΜΑΡΙΝΕΡ 5» xyxy=(393,2104,440,2112)
census-headline: ΓΕΝΙΚΗ ΑΠΟΓΡΑΦΗ ΘΑ ΓΙΝΗ ΕΙΣ ΓΑΛΛΙΑΝ xyxy=(17,1880,139,1899)
section-head: ΑΜΕΡΙΚΑΝΙΚΗ ΒΟΗΘΕΙΑ xyxy=(649,588,730,596)
divider xyxy=(290,699,457,701)
column-middle xyxy=(290,10,457,2576)
article-text: Κατά τήν διάρκειαν τής χθεσινής συνεδριάσεως, οί εκπρόσωποι εξέθεσαν τάς απόψεις τών κυβερνήσεών των επί τού θέματος, τονίσαντες ότι ή κατάστασις εξακολουθεί νά είναι σοβαρά. Αί συνομιλίαι θά συνεχισθούν κατά τάς προσεχεΐς ημέρας, ενώ αναμένεται καί ή δημοσίευσις κοινού ανακοινωθέντος. Πληροφορίαι εκ πηγών προσκειμένων πρός τήν κυβέρνησιν αναφέρουν ότι δέν αποκλείεται ή λήψις νέων μέτρων. xyxy=(290,2470,457,2571)
spantidakis-headline: Ο Κ. ΣΠΑΝΤΙΔΑΚΗΣ ΕΔΕΧΘΗ ΠΡΕΣΒΕΥΤΑΣ xyxy=(299,2391,362,2427)
article-text: Κατά τήν διάρκειαν τής χθεσινής συνεδριάσεως, οί εκπρόσωποι εξέθεσαν τάς απόψεις τών κυβερνήσεών των επί τού θέματος, τονίσαντες ότι ή κατάστασις εξακολουθεί νά είναι σοβαρά. Αί συνομιλίαι θά συνεχισθούν κατά τάς προσεχεΐς ημέρας, ενώ αναμένεται καί ή δημοσίευσις κοινού ανακοινωθέντος. Πληροφορίαι εκ πηγών προσκειμένων πρός τήν κυβέρνησιν αναφέρουν ότι δέν αποκλείεται ή λήψις νέων μέτρων. xyxy=(376,1163,457,1384)
section-head: Ο ΦΟΥΤ ΕΙΣ ΙΣΜΑΗΛΙΑΝ xyxy=(649,600,730,608)
right-briefs xyxy=(461,1655,733,2124)
article-text: ΜΠΟΥΕΝΟΣ ΑΥΡΕΣ, 10. Κατά τήν διάρκειαν τής χθεσινής συνεδριάσεως, οί εκπρόσωποι εξέθεσαν τάς απόψεις τών κυβερνήσεών των επί τού θέματος, τονίσαντες ότι ή κατάστασις εξακολουθεί νά είναι σοβαρά. Αί συνομιλίαι θά συνεχισθούν κατά τάς προσεχεΐς ημέρας, ενώ αναμένεται καί ή δημοσίευσις κοινού ανακοινωθέντος. Πληροφορίαι εκ πηγών προσκειμένων πρός τήν κυβέρνησιν αναφέρουν ότι δέν αποκλείεται ή λήψις νέων μέτρων. xyxy=(600,1881,733,2019)
lead-headline: ΤΟ ΒΙΕΤΝΑΜΙΚΟΝ ΑΝ ΔΕΝ ΛΥΘΗ ΕΙΡΗΝΙΚΩΣ ΘΑ ΟΔΗΓΗΣΗ ΕΙΣ ΠΥΡΗΝΙΚΟΝ ΠΟΛΕΜΟΝ ΔΙΕΚΗΡΥΞΕΝ Ο ΣΤΡΑΤΗΓΟΣ ΡΙΤΖΓΟΥΑΙΗ xyxy=(11,8,285,141)
section-head: ΑΠΕΚΑΛΥΨΕ ΤΗΝ ΤΑΥΤΟΤΗΤΑ xyxy=(615,2023,718,2031)
article-text: Κατά τήν διάρκειαν τής χθεσινής συνεδριάσεως, οί εκπρόσωποι εξέθεσαν τάς απόψεις τών κυβερνήσεών των επί τού θέματος, τονίσαντες ότι ή κατάστασις εξακολουθεί νά είναι σοβαρά. Αί συνομιλίαι θά συνεχισθούν κατά τάς προσεχεΐς ημέρας, ενώ αναμένεται καί ή δημοσίευσις κοινού ανακοινωθέντος. Πληροφορίαι εκ πηγών προσκειμένων πρός τήν κυβέρνησιν αναφέρουν ότι δέν αποκλείεται ή λήψις νέων μέτρων. xyxy=(11,1747,145,1876)
section-head: ΙΣΡΑΗΛΙΝΑ ΣΧΕΔΙΑ xyxy=(565,576,629,584)
synod-article xyxy=(11,1394,285,1660)
algeria-headline: ΟΙΚΟΝΟΜΙΚΟΙ ΔΙΑΣΚΕΨΕΙΣ ΤΩΝ ΥΠΑΛΛΗΛΩΝ ΕΙΣ ΤΟ ΑΛΓΕΡΙΟΝ xyxy=(461,1388,548,1424)
article-text: ΔΑΜΑΣΚΟΣ, 10. Κατά τήν διάρκειαν τής χθεσινής συνεδριάσεως, οί εκπρόσωποι εξέθεσαν τάς απόψεις τών κυβερνήσεών των επί τού θέματος, τονίσαντες ότι ή κατάστασις εξακολουθεί νά είναι σοβαρά. Αί συνομιλίαι θά συνεχισθούν κατά τάς προσεχεΐς ημέρας, ενώ αναμένεται καί ή δημοσίευσις κοινού ανακοινωθέντος. Πληροφορίαι εκ πηγών προσκειμένων πρός τήν κυβέρνησιν αναφέρουν ότι δέν αποκλείεται ή λήψις νέων μέτρων. xyxy=(290,1447,371,1677)
section-head: ΕΠΙΣΤΡΟΦΗ ΑΙΓΥΠΤΙΩΝ xyxy=(650,143,729,152)
agri-headline: ΠΛΗΡΗΣ ΕΠΑΡΚΕΙΑ ΑΓΡΟΤΙΚΩΝ ΑΓΑΘΩΝ ΕΙΣ ΤΑΣ ΑΓΟΡΑΣ xyxy=(380,1389,453,1433)
synod-headline: ΕΠΡΑΓΜΑΤΟΠΟΙΗΘΗ ΥΠΟ ΤΗΣ ΙΕΡΑΣ ΣΥΝΟΔΟΥ Η ΠΡΩΤΗ ΣΥΝΕΔΡΙΑΣΙΣ ΤΗΣ 114ΗΣ ΠΕΡΙΟΔΟΥ xyxy=(12,1346,284,1392)
article-text: Κατά τήν διάρκειαν τής χθεσινής συνεδριάσεως, οί εκπρόσωποι εξέθεσαν τάς απόψεις τών κυβερνήσεών των επί τού θέματος, τονίσαντες ότι ή κατάστασις εξακολουθεί νά είναι σοβαρά. Αί συνομιλίαι θά συνεχισθούν κατά τάς προσεχεΐς ημέρας, ενώ αναμένεται καί ή δημοσίευσις κοινού ανακοινωθέντος. Πληροφορίαι εκ πηγών προσκειμένων πρός τήν κυβέρνησιν αναφέρουν ότι δέν αποκλείεται ή λήψις νέων μέτρων. xyxy=(11,283,145,412)
article-text: ΝΕΑ ΥΟΡΚΗ, 10. (Άσσοσ. Πρέσ).— Ό άνώτατος διοικητής τών δυνάμεων τών Ηνωμένων Έθνών είς τόν πόλεμον τής Κορέας, στρατηγός Ρίτζγουαίη, διεκήρυξεν, ότι πεΐναι αδιανόητον, ότι αί Ηνωμέναι Πολιτεΐαι θά άποκρύψουν προσδοκίας άπό τό Νότιον Βιετνάμ. xyxy=(11,196,145,279)
column-left xyxy=(11,10,285,2491)
article-text: Κατά τήν διάρκειαν τής χθεσινής συνεδριάσεως, οί εκπρόσωποι εξέθεσαν τάς απόψεις τών κυβερνήσεών των επί τού θέματος, τονίσαντες ότι ή κατάστασις εξακολουθεί νά είναι σοβαρά. Αί συνομιλίαι θά συνεχισθούν κατά τάς προσεχεΐς ημέρας, ενώ αναμένεται καί ή δημοσίευσις κοινού ανακοινωθέντος. Πληροφορίαι εκ πηγών προσκειμένων πρός τήν κυβέρνησιν αναφέρουν ότι δέν αποκλείεται ή λήψις νέων μέτρων. xyxy=(553,153,641,355)
germany-headline: ΘΑ ΣΥΝΕΧΙΣΘΗ Η ΣΥΝΕΡΓΑΣΙΑ ΤΩΝ ΔΥΟ ΚΟΜΜΑΤΩΝ ΕΙΣ ΔΥΤ. ΓΕΡΜΑΝΙΑΝ xyxy=(18,934,139,979)
audience-headline: ΑΙ ΑΚΡΟΑΣΕΙΣ ΤΩΝ ΒΑΣΙΛΕΩΝ xyxy=(297,2371,363,2389)
article-text: Κατά τήν διάρκειαν τής χθεσινής συνεδριάσεως, οί εκπρόσωποι εξέθεσαν τάς απόψεις τών κυβερνήσεών των επί τού θέματος, τονίσαντες ότι ή κατάστασις εξακολουθεί νά είναι σοβαρά. Αί συνομιλίαι θά συνεχισθούν κατά τάς προσεχεΐς ημέρας, ενώ αναμένεται καί ή δημοσίευσις κοινού ανακοινωθέντος. Πληροφορίαι εκ πηγών προσκειμένων πρός τήν κυβέρνησιν αναφέρουν ότι δέν αποκλείεται ή λήψις νέων μέτρων. xyxy=(376,1435,457,1656)
asteri-headline: 11.000 ΑΣΤΕΓΟΙ ΕΙΣ ΒΙΕΤΝΑΜ ΕΚ ΤΩΝ ΠΛΗΜΜΥΡΩΝ xyxy=(464,1655,592,1673)
mid-briefs xyxy=(290,867,457,1945)
article-text: Κατά τήν διάρκειαν τής χθεσινής συνεδριάσεως, οί εκπρόσωποι εξέθεσαν τάς απόψεις τών κυβερνήσεών των επί τού θέματος, τονίσαντες ότι ή κατάστασις εξακολουθεί νά είναι σοβαρά. Αί συνομιλίαι θά συνεχισθούν κατά τάς προσεχεΐς ημέρας, ενώ αναμένεται καί ή δημοσίευσις κοινού ανακοινωθέντος. Πληροφορίαι εκ πηγών προσκειμένων πρός τήν κυβέρνησιν αναφέρουν ότι δέν αποκλείεται ή λήψις νέων μέτρων. xyxy=(553,586,641,789)
article-text: Κατά τήν διάρκειαν τής χθεσινής συνεδριάσεως, οί εκπρόσωποι εξέθεσαν τάς απόψεις τών κυβερνήσεών των επί τού θέματος, τονίσαντες ότι ή κατάστασις εξακολουθεί νά είναι σοβαρά. Αί συνομιλίαι θά συνεχισθούν κατά τάς προσεχεΐς ημέρας, ενώ αναμένεται καί ή δημοσίευσις κοινού ανακοινωθέντος. Πληροφορίαι εκ πηγών προσκειμένων πρός τήν κυβέρνησιν αναφέρουν ότι δέν αποκλείεται ή λήψις νέων μέτρων. xyxy=(11,1422,145,1550)
price-headline: ΟΜΑΛΩΣ ΕΞΕΛΙΧΘΗ, ΚΑΤΑ ΤΟΝ ΣΕΠΤΕΜΒΡΙΟΝ Ο ΓΕΝΙΚΟΣ ΔΕΙΚΤΗΣ ΤΙΜΩΝ ΚΑΤΑΝΑΛΩΤΟΥ xyxy=(18,873,279,919)
article-text: Κατά τήν διάρκειαν τής χθεσινής συνεδριάσεως, οί εκπρόσωποι εξέθεσαν τάς απόψεις τών κυβερνήσεών των επί τού θέματος, τονίσαντες ότι ή κατάστασις εξακολουθεί νά είναι σοβαρά. Αί συνομιλίαι θά συνεχισθούν κατά τάς προσεχεΐς ημέρας, ενώ αναμένεται καί ή δημοσίευσις κοινού ανακοινωθέντος. Πληροφορίαι εκ πηγών προσκειμένων πρός τήν κυβέρνησιν αναφέρουν ότι δέν αποκλείεται ή λήψις νέων μέτρων. xyxy=(553,1063,641,1266)
safrica-headline: Η ΝΟΤ. ΑΦΡΙΚΗ ΖΗΤΕΙ ΝΑ ΣΥΝΑΦΘΗ ΜΕ ΤΗΝ ΕΟΚ xyxy=(473,1970,583,1989)
article-text: Κατά τήν διάρκειαν τής χθεσινής συνεδριάσεως, οί εκπρόσωποι εξέθεσαν τάς απόψεις τών κυβερνήσεών των επί τού θέματος, τονίσαντες ότι ή κατάστασις εξακολουθεί νά είναι σοβαρά. Αί συνομιλίαι θά συνεχισθούν κατά τάς προσεχεΐς ημέρας, ενώ αναμένεται καί ή δημοσίευσις κοινού ανακοινωθέντος. Πληροφορίαι εκ πηγών προσκειμένων πρός τήν κυβέρνησιν αναφέρουν ότι δέν αποκλείεται ή λήψις νέων μέτρων. xyxy=(646,1077,734,1279)
article-text: Κατά τήν διάρκειαν τής χθεσινής συνεδριάσεως, οί εκπρόσωποι εξέθεσαν τάς απόψεις τών κυβερνήσεών των επί τού θέματος, τονίσαντες ότι ή κατάστασις εξακολουθεί νά είναι σοβαρά. Αί συνομιλίαι θά συνεχισθούν κατά τάς προσεχεΐς ημέρας, ενώ αναμένεται καί ή δημοσίευσις κοινού ανακοινωθέντος. Πληροφορίαι εκ πηγών προσκειμένων πρός τήν κυβέρνησιν αναφέρουν ότι δέν αποκλείεται ή λήψις νέων μέτρων. xyxy=(11,558,145,687)
